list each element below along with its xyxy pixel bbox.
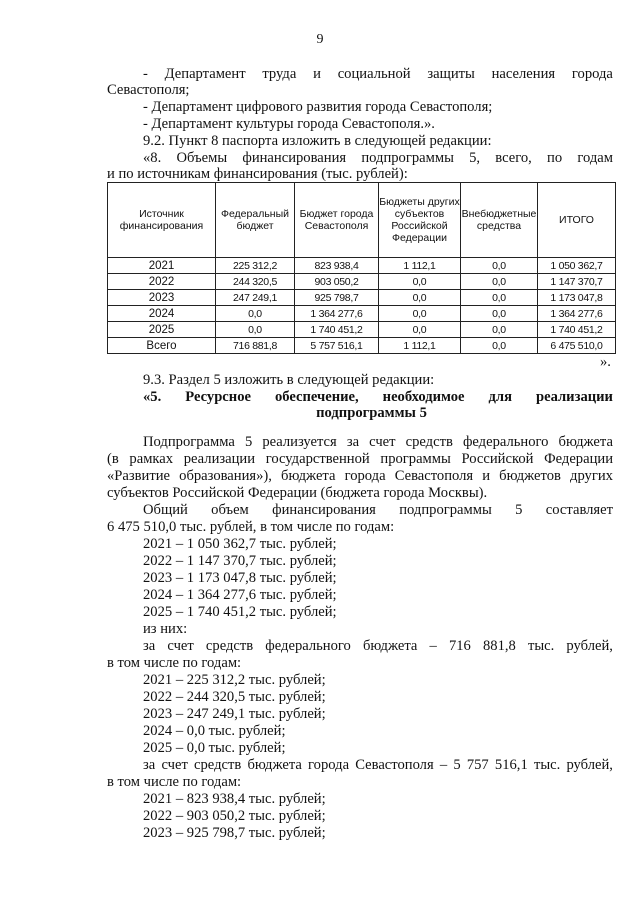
federal-year-2023: 2023 – 247 249,1 тыс. рублей; — [143, 706, 326, 722]
word: «8. — [143, 150, 162, 166]
word: и — [482, 468, 491, 484]
federal-year-2021: 2021 – 225 312,2 тыс. рублей; — [143, 672, 326, 688]
word: 757 — [466, 757, 489, 773]
total-year-2023: 2023 – 1 173 047,8 тыс. рублей; — [143, 570, 337, 586]
table-cell: 1 740 451,2 — [295, 322, 379, 338]
total-year-2025: 2025 – 1 740 451,2 тыс. рублей; — [143, 604, 337, 620]
word: защиты — [427, 66, 475, 82]
word: реализации — [535, 389, 613, 405]
table-cell: 2024 — [108, 306, 216, 322]
word: обеспечение, — [274, 389, 359, 405]
table-cell: 903 050,2 — [295, 274, 379, 290]
dept-digital-line: - Департамент цифрового развития города Севастополя; — [143, 99, 493, 115]
federal-line-2: в том числе по годам: — [107, 655, 242, 671]
table-cell: 716 881,8 — [216, 338, 295, 354]
word: государственной — [265, 451, 370, 467]
total-year-2024: 2024 – 1 364 277,6 тыс. рублей; — [143, 587, 337, 603]
word: реализуется — [262, 434, 337, 450]
word: за — [143, 638, 156, 654]
table-cell: 1 740 451,2 — [538, 322, 616, 338]
dept-labor-line-2: Севастополя; — [107, 82, 190, 98]
word: бюджета — [558, 434, 613, 450]
paragraph-1-line-3 — [107, 468, 613, 484]
word: 881,8 — [482, 638, 516, 654]
of-them-label: из них: — [143, 621, 188, 637]
word: других — [570, 468, 613, 484]
table-cell: 2021 — [108, 258, 216, 274]
word: – — [439, 757, 448, 773]
word: за — [143, 757, 156, 773]
header-other-subjects: Бюджеты других субъектов Российской Федерации — [379, 183, 461, 258]
table-cell: 1 112,1 — [379, 338, 461, 354]
city-line-2: в том числе по годам: — [107, 774, 242, 790]
paragraph-1-line-2 — [107, 451, 613, 467]
word: Севастополя — [394, 468, 474, 484]
header-extrabudget: Внебюджетные средства — [461, 183, 538, 258]
word: 716 — [448, 638, 471, 654]
table-cell: 1 173 047,8 — [538, 290, 616, 306]
table-cell: 0,0 — [379, 322, 461, 338]
table-cell: 5 757 516,1 — [295, 338, 379, 354]
page-number: 9 — [316, 32, 324, 47]
word: составляет — [545, 502, 613, 518]
word: тыс. — [533, 757, 561, 773]
word: бюджета — [281, 468, 336, 484]
table-cell: 244 320,5 — [216, 274, 295, 290]
header-source: Источник финансирования — [108, 183, 216, 258]
word: по — [547, 150, 563, 166]
word: счет — [369, 434, 396, 450]
table-row — [108, 322, 616, 338]
word: бюджета — [247, 757, 302, 773]
table-total-row — [108, 338, 616, 354]
word: реализации — [183, 451, 256, 467]
word: города — [571, 66, 613, 82]
table-row — [108, 290, 616, 306]
word: труда — [262, 66, 297, 82]
table-header-row — [108, 183, 616, 258]
section-heading-line-1 — [143, 389, 613, 405]
table-cell: 1 050 362,7 — [538, 258, 616, 274]
city-line-1 — [143, 757, 613, 773]
word: федерального — [265, 638, 351, 654]
table-cell: 0,0 — [379, 306, 461, 322]
word: социальной — [337, 66, 411, 82]
word: Российской — [461, 451, 534, 467]
financing-table — [107, 182, 616, 354]
word: 516,1 — [494, 757, 528, 773]
word: населения — [491, 66, 556, 82]
word: - — [143, 66, 148, 82]
word: счет — [167, 638, 194, 654]
header-total: ИТОГО — [538, 183, 616, 258]
word: федерального — [462, 434, 549, 450]
word: 5 — [453, 757, 461, 773]
table-cell: 925 798,7 — [295, 290, 379, 306]
paragraph-2-line-2: 6 475 510,0 тыс. рублей, в том числе по годам: — [107, 519, 395, 535]
word: «Развитие — [107, 468, 171, 484]
word: всего, — [495, 150, 532, 166]
word: «5. — [143, 389, 162, 405]
table-cell: 0,0 — [461, 274, 538, 290]
word: Объемы — [176, 150, 228, 166]
word: счет — [161, 757, 188, 773]
word: рамках — [129, 451, 174, 467]
word: рублей, — [566, 757, 613, 773]
table-cell: 0,0 — [461, 258, 538, 274]
city-year-2023: 2023 – 925 798,7 тыс. рублей; — [143, 825, 326, 841]
federal-year-2024: 2024 – 0,0 тыс. рублей; — [143, 723, 286, 739]
word: бюджетов — [499, 468, 561, 484]
table-cell: 0,0 — [461, 290, 538, 306]
word: рублей, — [566, 638, 613, 654]
table-cell: 0,0 — [379, 290, 461, 306]
table-cell: 823 938,4 — [295, 258, 379, 274]
word: средств — [205, 638, 254, 654]
table-cell: 0,0 — [216, 306, 295, 322]
item-8-line-2: и по источникам финансирования (тыс. рублей): — [107, 166, 408, 182]
word: города — [308, 757, 350, 773]
word: средств — [194, 757, 242, 773]
word: образования»), — [179, 468, 272, 484]
word: Общий — [143, 502, 188, 518]
word: Федерации — [544, 451, 613, 467]
paragraph-1-line-4: субъектов Российской Федерации (бюджета города Москвы). — [107, 485, 488, 501]
dept-culture-line: - Департамент культуры города Севастополя.». — [143, 116, 435, 132]
table-cell: 1 364 277,6 — [538, 306, 616, 322]
item-9-2: 9.2. Пункт 8 паспорта изложить в следующей редакции: — [143, 133, 492, 149]
table-cell: 1 364 277,6 — [295, 306, 379, 322]
word: – — [429, 638, 437, 654]
word: необходимое — [382, 389, 465, 405]
table-cell: 0,0 — [461, 338, 538, 354]
total-year-2021: 2021 – 1 050 362,7 тыс. рублей; — [143, 536, 337, 552]
word: Ресурсное — [185, 389, 251, 405]
city-year-2022: 2022 – 903 050,2 тыс. рублей; — [143, 808, 326, 824]
word: 5, — [469, 150, 481, 166]
table-cell: Всего — [108, 338, 216, 354]
table-cell: 2025 — [108, 322, 216, 338]
header-city: Бюджет города Севастополя — [295, 183, 379, 258]
table-cell: 1 112,1 — [379, 258, 461, 274]
item-8-line-1 — [143, 150, 613, 166]
word: Севастополя — [355, 757, 434, 773]
table-cell: 0,0 — [216, 322, 295, 338]
word: Подпрограмма — [143, 434, 235, 450]
header-federal: Федеральный бюджет — [216, 183, 295, 258]
table-closing-quote: ». — [600, 354, 611, 370]
table-cell: 225 312,2 — [216, 258, 295, 274]
total-year-2022: 2022 – 1 147 370,7 тыс. рублей; — [143, 553, 337, 569]
paragraph-1-line-1 — [143, 434, 613, 450]
word: бюджета — [362, 638, 418, 654]
paragraph-2-line-1 — [143, 502, 613, 518]
word: годам — [577, 150, 613, 166]
word: Департамент — [164, 66, 246, 82]
item-9-3: 9.3. Раздел 5 изложить в следующей редакции: — [143, 372, 435, 388]
table-cell: 0,0 — [461, 322, 538, 338]
word: 5 — [515, 502, 523, 518]
table-cell: 0,0 — [461, 306, 538, 322]
word: тыс. — [527, 638, 555, 654]
table-cell: 2023 — [108, 290, 216, 306]
word: для — [488, 389, 512, 405]
federal-year-2025: 2025 – 0,0 тыс. рублей; — [143, 740, 286, 756]
word: средств — [405, 434, 453, 450]
table-cell: 1 147 370,7 — [538, 274, 616, 290]
table-row — [108, 306, 616, 322]
word: подпрограммы — [361, 150, 454, 166]
table-row — [108, 258, 616, 274]
section-heading-line-2: подпрограммы 5 — [316, 405, 427, 421]
federal-year-2022: 2022 – 244 320,5 тыс. рублей; — [143, 689, 326, 705]
word: города — [344, 468, 386, 484]
table-cell: 0,0 — [379, 274, 461, 290]
word: финансирования — [242, 150, 347, 166]
table-cell: 247 249,1 — [216, 290, 295, 306]
dept-labor-line — [143, 66, 613, 82]
word: программы — [380, 451, 451, 467]
word: за — [346, 434, 360, 450]
word: подпрограммы — [399, 502, 492, 518]
word: финансирования — [272, 502, 376, 518]
word: (в — [107, 451, 119, 467]
federal-line-1 — [143, 638, 613, 654]
city-year-2021: 2021 – 823 938,4 тыс. рублей; — [143, 791, 326, 807]
word: и — [313, 66, 321, 82]
table-row — [108, 274, 616, 290]
word: 5 — [244, 434, 253, 450]
word: объем — [211, 502, 249, 518]
table-cell: 6 475 510,0 — [538, 338, 616, 354]
table-cell: 2022 — [108, 274, 216, 290]
